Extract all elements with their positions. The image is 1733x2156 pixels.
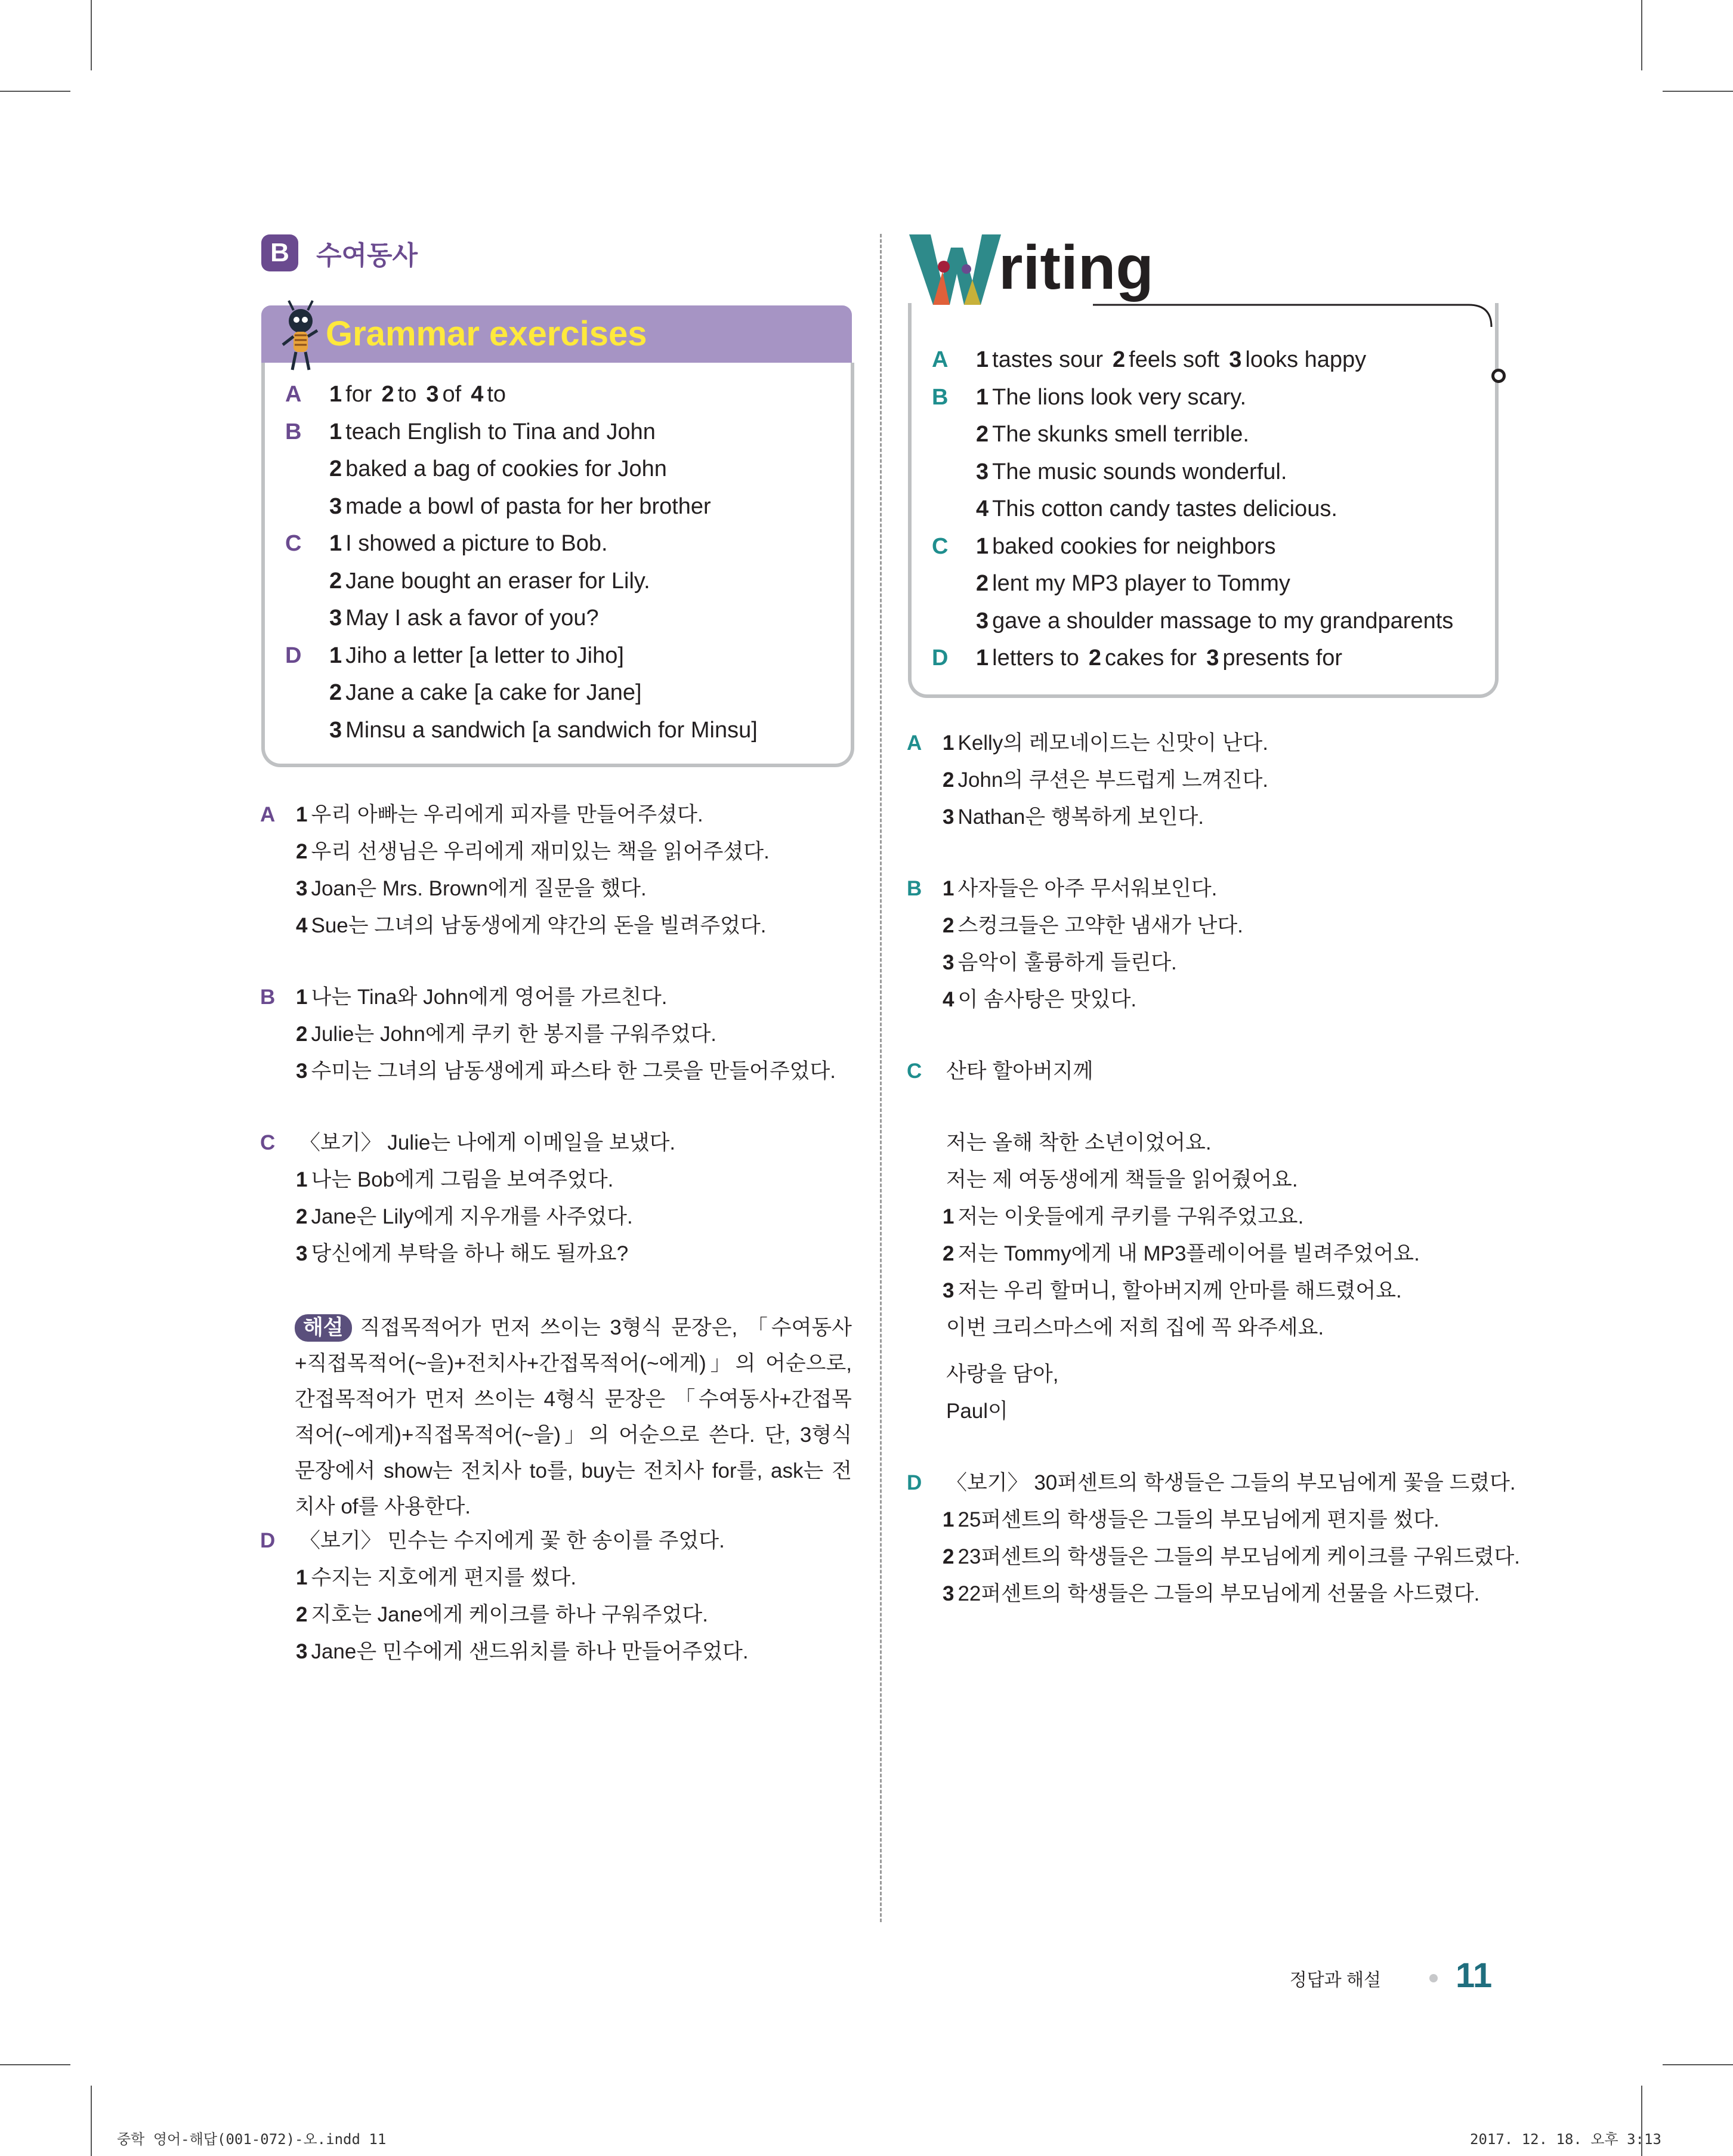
section-title: 수여동사 <box>316 241 418 270</box>
item-number: 1 <box>976 347 989 372</box>
translation-row <box>907 725 1520 762</box>
translation-row <box>260 1053 836 1090</box>
translation-label: B <box>260 986 276 1009</box>
item-number: 3 <box>426 382 439 407</box>
translation-row <box>907 1309 1520 1346</box>
answer-label: C <box>285 531 302 556</box>
translation-text: Kelly의 레모네이드는 신맛이 난다. <box>957 731 1268 755</box>
answer-item <box>1206 640 1342 677</box>
translation-label <box>907 1162 943 1199</box>
translation-label <box>260 833 296 870</box>
translation-label <box>907 1125 943 1162</box>
answer-row <box>285 712 767 749</box>
answer-row <box>285 376 767 413</box>
translation-number: 2 <box>296 1603 308 1626</box>
answer-item <box>329 600 599 637</box>
item-number: 2 <box>381 382 394 407</box>
translation-text: 〈보기〉 민수는 수지에게 꽃 한 송이를 주었다. <box>299 1529 725 1552</box>
translation-text: 저는 올해 착한 소년이었어요. <box>946 1131 1212 1154</box>
answer-item <box>976 490 1337 528</box>
item-text: Jane a cake [a cake for Jane] <box>345 680 642 705</box>
translation-label: C <box>260 1131 276 1154</box>
answer-label <box>285 600 329 637</box>
crop-mark <box>0 91 70 92</box>
answer-item <box>976 603 1453 640</box>
translation-text: Nathan은 행복하게 보인다. <box>957 805 1204 829</box>
translation-text: 음악이 훌륭하게 들린다. <box>957 951 1177 974</box>
translation-number: 3 <box>943 951 954 974</box>
item-text: cakes for <box>1105 645 1197 671</box>
item-number: 1 <box>976 645 989 671</box>
answer-row <box>932 640 1463 677</box>
item-text: letters to <box>992 645 1079 671</box>
crop-mark <box>0 2064 70 2065</box>
item-text: to <box>487 382 506 407</box>
translation-label <box>907 1393 943 1430</box>
translation-row <box>907 1272 1520 1309</box>
translation-number: 3 <box>943 805 954 829</box>
answer-row <box>932 453 1463 491</box>
translation-row <box>260 1125 836 1162</box>
translation-label: A <box>907 731 922 755</box>
translation-row <box>907 1053 1520 1090</box>
translation-number: 1 <box>296 1168 308 1191</box>
spacer <box>260 1090 836 1125</box>
section-badge: B <box>261 234 298 271</box>
translation-text: 나는 Tina와 John에게 영어를 가르친다. <box>311 986 668 1009</box>
answer-item <box>1113 341 1219 379</box>
translation-text: 우리 선생님은 우리에게 재미있는 책을 읽어주셨다. <box>311 840 770 863</box>
item-text: of <box>442 382 462 407</box>
answer-row <box>285 525 767 563</box>
item-number: 3 <box>1229 347 1242 372</box>
translation-row <box>260 1633 749 1670</box>
translation-row <box>260 1199 836 1235</box>
spacer <box>907 1346 1520 1356</box>
answer-item <box>976 341 1103 379</box>
item-text: made a bowl of pasta for her brother <box>345 493 711 519</box>
translation-number: 1 <box>943 1508 954 1531</box>
translation-text: Jane은 민수에게 샌드위치를 하나 만들어주었다. <box>311 1640 749 1663</box>
answer-label: A <box>285 382 302 407</box>
item-number: 4 <box>976 496 989 521</box>
translation-label <box>907 1309 943 1346</box>
item-number: 2 <box>976 571 989 596</box>
translation-text: Jane은 Lily에게 지우개를 사주었다. <box>311 1205 633 1228</box>
crop-mark <box>1641 0 1642 70</box>
item-text: teach English to Tina and John <box>345 419 656 444</box>
spacer <box>907 836 1520 870</box>
translation-text: Paul이 <box>946 1400 1008 1423</box>
translation-row <box>907 907 1520 944</box>
translation-number: 2 <box>943 914 954 937</box>
translation-text: 저는 이웃들에게 쿠키를 구워주었고요. <box>957 1205 1304 1228</box>
item-text: baked a bag of cookies for John <box>345 456 667 481</box>
translation-row <box>907 1162 1520 1199</box>
translation-label <box>907 1576 943 1613</box>
translation-label <box>260 870 296 907</box>
spacer <box>907 1018 1520 1053</box>
item-text: looks happy <box>1245 347 1367 372</box>
answer-label <box>285 488 329 526</box>
item-text: tastes sour <box>992 347 1104 372</box>
translation-row <box>260 796 836 833</box>
translation-number: 2 <box>943 1242 954 1265</box>
translation-text: Julie는 John에게 쿠키 한 봉지를 구워주었다. <box>311 1023 717 1046</box>
translation-row <box>907 762 1520 799</box>
translation-number: 3 <box>296 877 308 900</box>
item-number: 3 <box>1206 645 1219 671</box>
translation-text: 25퍼센트의 학생들은 그들의 부모님에게 편지를 썼다. <box>957 1508 1439 1531</box>
translation-label <box>907 1272 943 1309</box>
translation-row <box>260 1016 836 1053</box>
translation-label <box>907 944 943 981</box>
answer-label <box>932 490 976 528</box>
translation-row <box>260 1162 836 1199</box>
translation-label <box>907 907 943 944</box>
answer-row <box>932 341 1463 379</box>
translation-row <box>260 1522 749 1559</box>
answer-label <box>932 565 976 603</box>
answer-row <box>285 674 767 712</box>
translation-row <box>260 1559 749 1596</box>
answer-row <box>932 603 1463 640</box>
item-text: Jiho a letter [a letter to Jiho] <box>345 643 624 668</box>
translation-number: 1 <box>296 986 308 1009</box>
answer-row <box>285 637 767 675</box>
crop-mark <box>1663 91 1733 92</box>
slug-file: 중학 영어-해답(001-072)-오.indd 11 <box>117 2131 387 2148</box>
column-divider <box>880 234 882 1922</box>
translation-label <box>260 1633 296 1670</box>
translation-number: 2 <box>296 1023 308 1046</box>
translation-row <box>260 1235 836 1272</box>
translation-row <box>260 870 836 907</box>
translation-label <box>907 1235 943 1272</box>
writing-title-text: riting <box>999 233 1154 302</box>
answer-row <box>285 600 767 637</box>
item-text: This cotton candy tastes delicious. <box>992 496 1337 521</box>
answer-item <box>329 637 624 675</box>
answer-item <box>976 453 1287 491</box>
item-text: presents for <box>1222 645 1342 671</box>
answer-row <box>932 490 1463 528</box>
translation-row <box>907 1199 1520 1235</box>
translation-label <box>260 1235 296 1272</box>
translation-number: 4 <box>296 914 308 937</box>
answer-item <box>329 488 711 526</box>
translation-text: 저는 Tommy에게 내 MP3플레이어를 빌려주었어요. <box>957 1242 1420 1265</box>
item-number: 2 <box>329 456 342 481</box>
answer-item <box>976 379 1246 416</box>
item-text: gave a shoulder massage to my grandparents <box>992 608 1454 634</box>
translation-row <box>907 1125 1520 1162</box>
writing-title <box>907 230 1154 307</box>
translation-text: 사랑을 담아, <box>946 1363 1059 1386</box>
translation-text: 수미는 그녀의 남동생에게 파스타 한 그릇을 만들어주었다. <box>311 1060 836 1083</box>
translation-label <box>907 1502 943 1539</box>
translation-row <box>907 799 1520 836</box>
translation-number: 3 <box>943 1279 954 1302</box>
translation-number: 3 <box>296 1640 308 1663</box>
translation-label <box>260 1559 296 1596</box>
translation-text: 지호는 Jane에게 케이크를 하나 구워주었다. <box>311 1603 708 1626</box>
translation-text: 23퍼센트의 학생들은 그들의 부모님에게 케이크를 구워드렸다. <box>957 1545 1520 1568</box>
translation-row <box>907 870 1520 907</box>
translation-label <box>260 1596 296 1633</box>
translation-label: C <box>907 1060 922 1083</box>
translation-text: 저는 우리 할머니, 할아버지께 안마를 해드렸어요. <box>957 1279 1402 1302</box>
item-text: The music sounds wonderful. <box>992 459 1287 484</box>
translation-row <box>260 979 836 1016</box>
answer-item <box>1089 640 1197 677</box>
writing-box-top-line <box>908 303 1499 327</box>
translation-row <box>907 1356 1520 1393</box>
translation-text: 산타 할아버지께 <box>946 1060 1093 1083</box>
item-number: 1 <box>329 382 342 407</box>
item-number: 2 <box>329 680 342 705</box>
item-number: 3 <box>329 606 342 631</box>
translation-label: D <box>260 1529 276 1552</box>
answer-row <box>285 413 767 451</box>
translation-text: 사자들은 아주 무서워보인다. <box>957 877 1218 900</box>
translation-row <box>907 1235 1520 1272</box>
translation-number: 1 <box>296 1566 308 1589</box>
footer-bullet <box>1429 1974 1438 1982</box>
translation-label: B <box>907 877 922 900</box>
item-text: May I ask a favor of you? <box>345 606 599 631</box>
answer-item <box>329 712 758 749</box>
item-number: 3 <box>329 493 342 519</box>
translation-text: 이 솜사탕은 맛있다. <box>957 988 1137 1011</box>
translation-number: 1 <box>943 1205 954 1228</box>
translation-row <box>907 944 1520 981</box>
answer-row <box>932 416 1463 453</box>
translation-label: A <box>260 803 276 826</box>
item-text: baked cookies for neighbors <box>992 533 1276 559</box>
translation-text: 우리 아빠는 우리에게 피자를 만들어주셨다. <box>311 803 703 826</box>
translation-label <box>260 1016 296 1053</box>
translation-text: 당신에게 부탁을 하나 해도 될까요? <box>311 1242 629 1265</box>
item-number: 2 <box>1088 645 1102 671</box>
translation-label <box>907 762 943 799</box>
translation-text: 스컹크들은 고약한 냄새가 난다. <box>957 914 1243 937</box>
item-number: 3 <box>976 608 989 634</box>
answer-label: D <box>932 645 949 671</box>
item-number: 1 <box>329 643 342 668</box>
item-text: to <box>397 382 417 407</box>
answer-item <box>976 528 1275 566</box>
answer-label: D <box>285 643 302 668</box>
grammar-title: Grammar exercises <box>326 314 647 353</box>
answer-row <box>932 379 1463 416</box>
translation-text: 저는 제 여동생에게 책들을 읽어줬어요. <box>946 1168 1298 1191</box>
answer-row <box>285 563 767 600</box>
grammar-answers <box>285 376 767 749</box>
item-text: The skunks smell terrible. <box>992 422 1249 447</box>
spacer <box>907 1430 1520 1465</box>
item-text: Jane bought an eraser for Lily. <box>345 568 650 594</box>
explanation-tag: 해설 <box>295 1314 352 1342</box>
answer-row <box>932 565 1463 603</box>
translation-row <box>907 1465 1520 1502</box>
answer-label: C <box>932 533 949 559</box>
translation-text: 나는 Bob에게 그림을 보여주었다. <box>311 1168 614 1191</box>
item-number: 2 <box>1113 347 1126 372</box>
translation-row <box>907 1393 1520 1430</box>
answer-label <box>932 453 976 491</box>
answer-label <box>932 416 976 453</box>
answer-item <box>329 525 608 563</box>
answer-label <box>932 603 976 640</box>
answer-label <box>285 563 329 600</box>
item-number: 2 <box>329 568 342 594</box>
left-translations <box>260 796 836 1272</box>
translation-text: 수지는 지호에게 편지를 썼다. <box>311 1566 577 1589</box>
crop-mark <box>91 0 92 70</box>
page-number: 11 <box>1456 1956 1493 1995</box>
translation-label <box>260 1162 296 1199</box>
translation-number: 1 <box>943 731 954 755</box>
answer-label <box>285 712 329 749</box>
answer-item <box>329 674 642 712</box>
translation-label <box>260 1199 296 1235</box>
translation-number: 2 <box>943 768 954 792</box>
translation-text: John의 쿠션은 부드럽게 느껴진다. <box>957 768 1268 792</box>
crop-mark <box>1663 2064 1733 2065</box>
translation-number: 2 <box>296 840 308 863</box>
answer-item <box>426 376 461 413</box>
answer-label: A <box>932 347 949 372</box>
answer-item <box>329 563 650 600</box>
answer-row <box>285 488 767 526</box>
translation-row <box>907 981 1520 1018</box>
translation-number: 4 <box>943 988 954 1011</box>
section-header <box>261 234 418 272</box>
answer-label <box>285 674 329 712</box>
translation-text: 〈보기〉 Julie는 나에게 이메일을 보냈다. <box>299 1131 676 1154</box>
item-number: 1 <box>329 419 342 444</box>
explanation-text: 직접목적어가 먼저 쓰이는 3형식 문장은, 「수여동사+직접목적어(~을)+전치사+간접목적어(~에게)」의 어순으로, 간접목적어가 먼저 쓰이는 4형식 문장은 「수여동사+간접목적어(~에게)+직접목적어(~을)」의 어순으로 쓴다. 단, 3형식 문장에서 show는 전치사 to를, buy는 전치사 for를, ask는 전치사 of를 사용한다. <box>295 1316 852 1518</box>
translation-row <box>907 1502 1520 1539</box>
translation-text: 〈보기〉 30퍼센트의 학생들은 그들의 부모님에게 꽃을 드렸다. <box>946 1471 1516 1494</box>
translation-row <box>260 1596 749 1633</box>
translation-row <box>260 833 836 870</box>
translation-label <box>907 1199 943 1235</box>
translation-label <box>260 907 296 944</box>
translation-number: 3 <box>296 1060 308 1083</box>
item-text: feels soft <box>1129 347 1220 372</box>
item-number: 3 <box>329 717 342 743</box>
translation-number: 3 <box>943 1582 954 1605</box>
answer-item <box>1229 341 1366 379</box>
item-number: 3 <box>976 459 989 484</box>
item-text: I showed a picture to Bob. <box>345 531 608 556</box>
answer-item <box>976 640 1079 677</box>
answer-label: B <box>932 384 949 410</box>
spacer <box>260 944 836 979</box>
answer-row <box>285 450 767 488</box>
translation-number: 3 <box>296 1242 308 1265</box>
item-text: lent my MP3 player to Tommy <box>992 571 1290 596</box>
answer-label <box>285 450 329 488</box>
translation-text: Sue는 그녀의 남동생에게 약간의 돈을 빌려주었다. <box>311 914 767 937</box>
answer-row <box>932 528 1463 566</box>
translation-number: 1 <box>943 877 954 900</box>
translation-label <box>907 1356 943 1393</box>
translation-label <box>907 981 943 1018</box>
translation-text: 22퍼센트의 학생들은 그들의 부모님에게 선물을 사드렸다. <box>957 1582 1480 1605</box>
item-text: Minsu a sandwich [a sandwich for Minsu] <box>345 717 758 743</box>
answer-item <box>329 376 372 413</box>
answer-item <box>329 450 667 488</box>
translation-row <box>907 1576 1520 1613</box>
explanation-paragraph <box>295 1310 852 1525</box>
item-number: 4 <box>471 382 484 407</box>
item-number: 1 <box>329 531 342 556</box>
footer-label: 정답과 해설 <box>1289 1970 1381 1990</box>
translation-text: Joan은 Mrs. Brown에게 질문을 했다. <box>311 877 647 900</box>
answer-item <box>976 565 1290 603</box>
slug-date: 2017. 12. 18. 오후 3:13 <box>1470 2131 1661 2148</box>
mascot-icon <box>277 297 325 375</box>
item-text: The lions look very scary. <box>992 384 1247 410</box>
writing-answers <box>932 341 1463 677</box>
translation-row <box>907 1539 1520 1576</box>
translation-label <box>907 1539 943 1576</box>
translation-label: D <box>907 1471 922 1494</box>
answer-item <box>329 413 656 451</box>
item-number: 2 <box>976 422 989 447</box>
answer-item <box>471 376 506 413</box>
translation-label <box>907 799 943 836</box>
translation-label <box>260 1053 296 1090</box>
crop-mark <box>91 2086 92 2156</box>
right-translations <box>907 725 1520 1613</box>
translation-number: 2 <box>943 1545 954 1568</box>
item-text: for <box>345 382 372 407</box>
item-number: 1 <box>976 384 989 410</box>
spacer <box>907 1090 1520 1125</box>
left-translations-d <box>260 1522 749 1670</box>
translation-number: 1 <box>296 803 308 826</box>
writing-w-logo-icon <box>907 230 1002 307</box>
answer-label: B <box>285 419 302 444</box>
translation-row <box>260 907 836 944</box>
translation-text: 이번 크리스마스에 저희 집에 꼭 와주세요. <box>946 1316 1324 1339</box>
translation-number: 2 <box>296 1205 308 1228</box>
answer-item <box>382 376 417 413</box>
item-number: 1 <box>976 533 989 559</box>
box-corner-dot <box>1491 369 1506 383</box>
answer-item <box>976 416 1249 453</box>
